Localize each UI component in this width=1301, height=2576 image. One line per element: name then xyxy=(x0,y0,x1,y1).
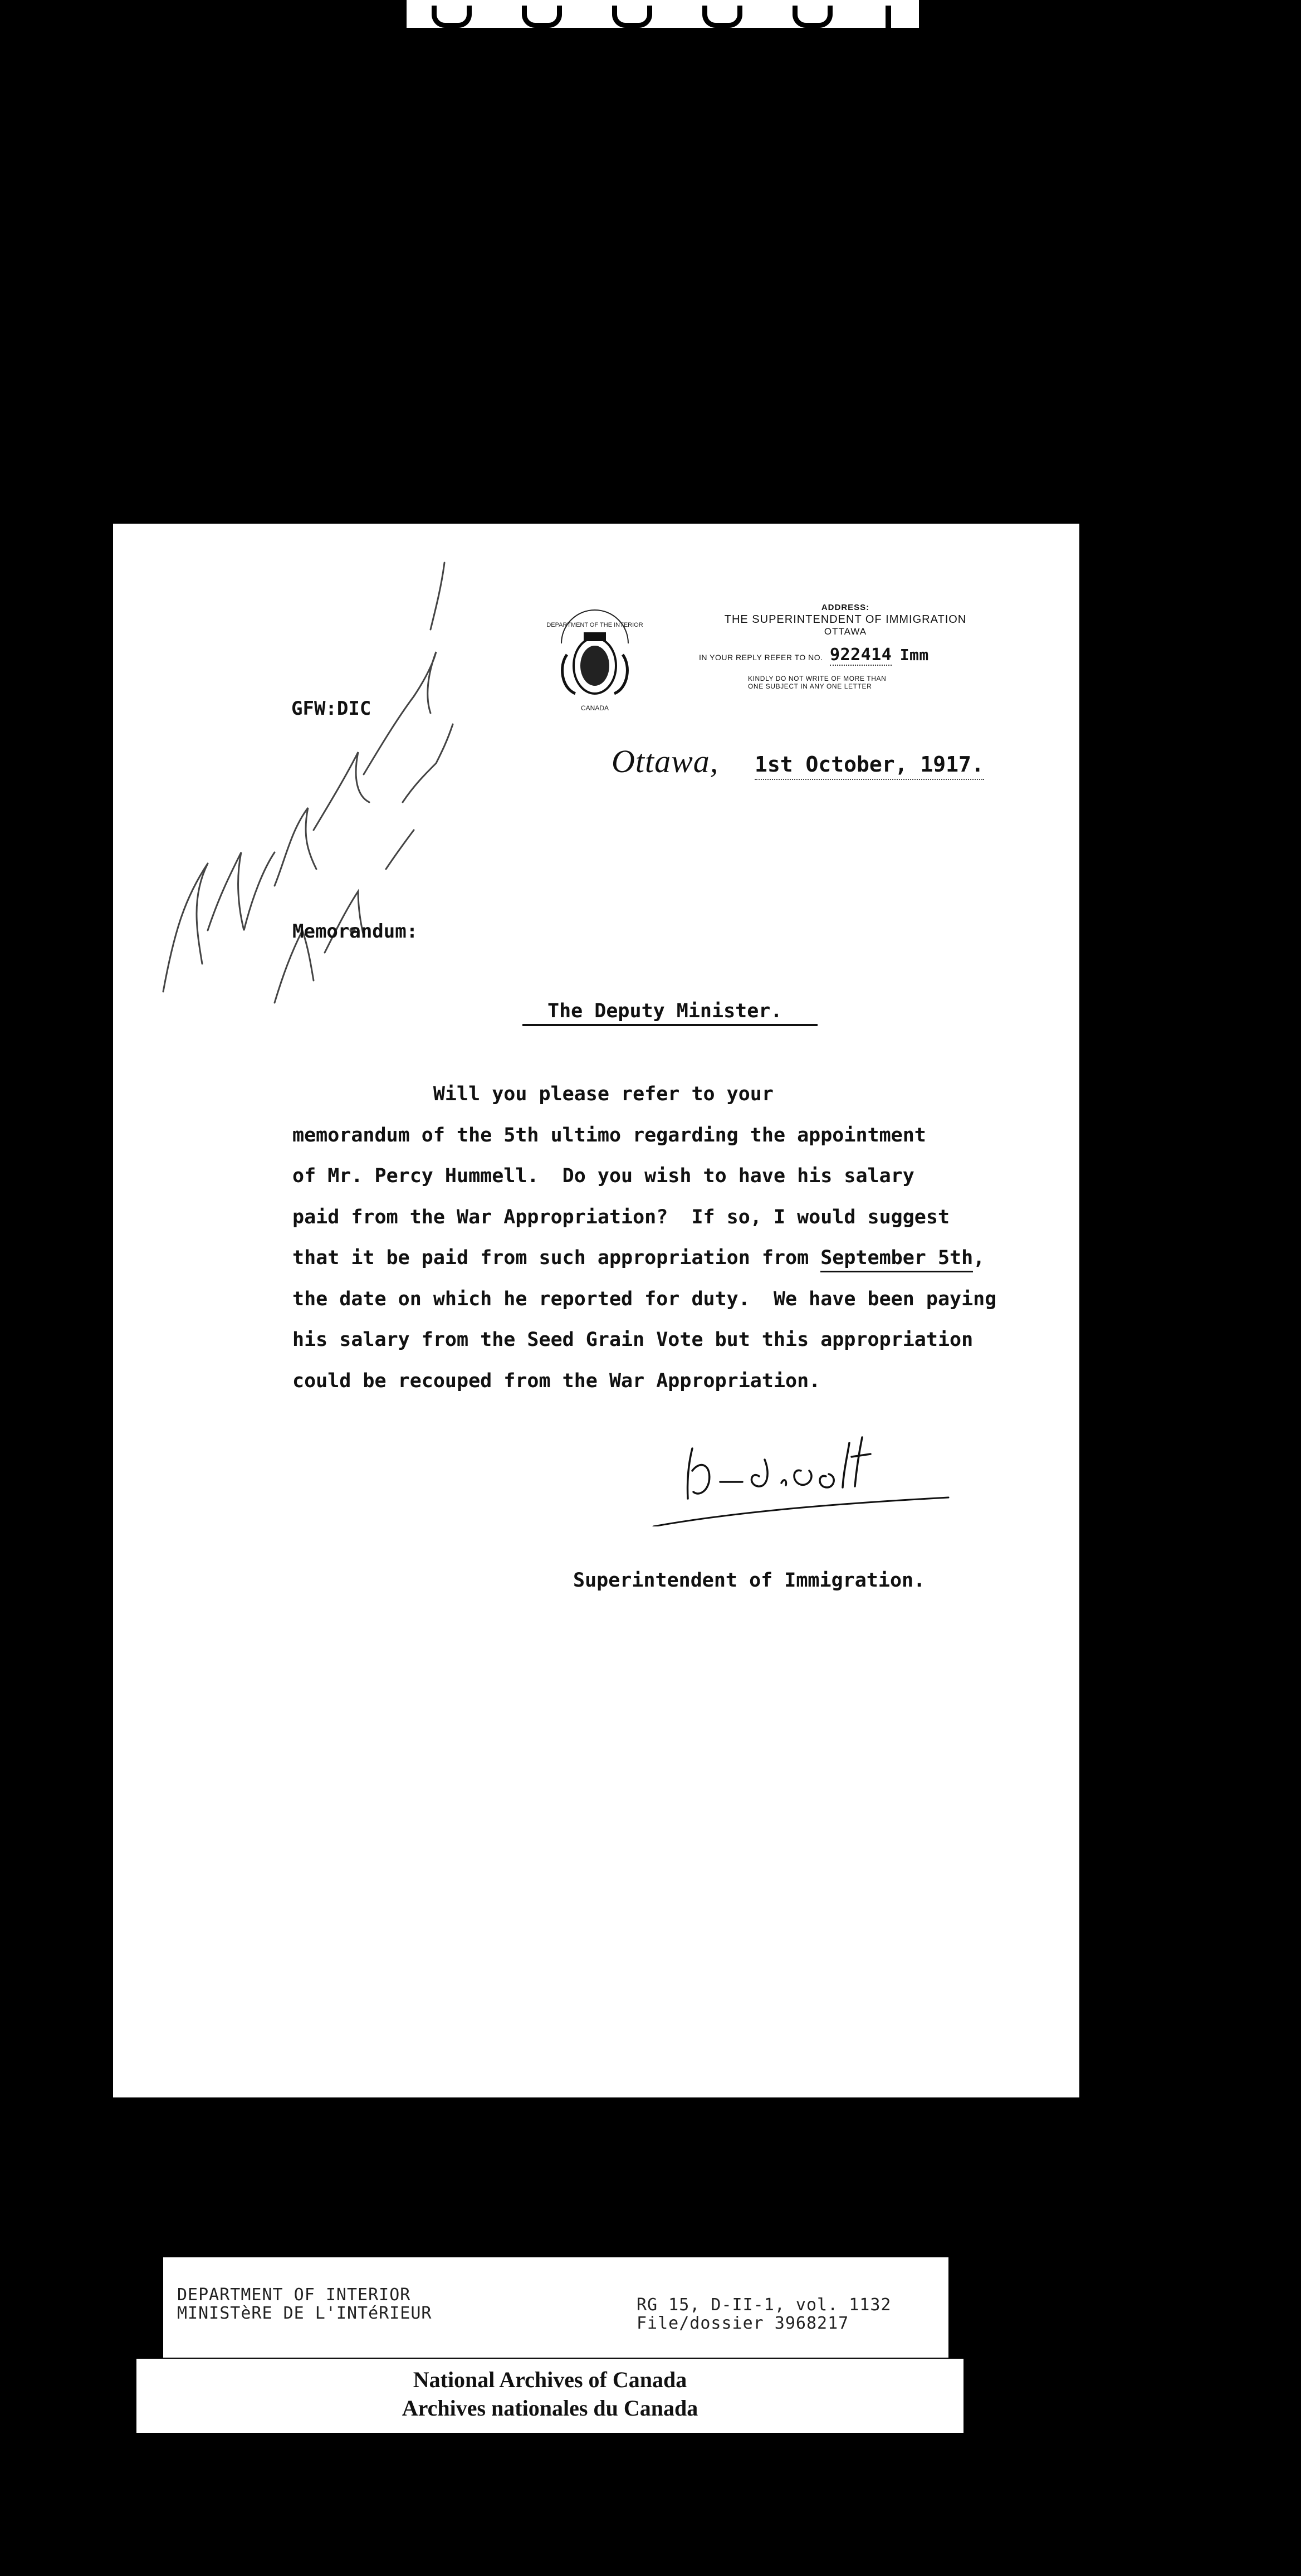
address-line-2: OTTAWA xyxy=(824,626,867,637)
department-name-fr: MINISTèRE DE L'INTéRIEUR xyxy=(177,2304,432,2323)
archives-name-fr: Archives nationales du Canada xyxy=(402,2396,698,2421)
address-label: ADDRESS: xyxy=(821,603,870,612)
department-crest-emblem xyxy=(545,604,645,716)
reply-reference xyxy=(687,645,1004,665)
frame-digit xyxy=(793,6,833,28)
reply-suffix: Imm xyxy=(899,646,929,664)
body-line: of Mr. Percy Hummell. Do you wish to have his salary xyxy=(292,1165,914,1187)
letter-page xyxy=(113,524,1079,2097)
body-line: the date on which he reported for duty. We have been paying xyxy=(292,1287,997,1310)
crest-text-top: DEPARTMENT OF THE INTERIOR xyxy=(546,622,643,628)
letter-date: 1st October, 1917. xyxy=(755,752,984,780)
handwritten-margin-note xyxy=(124,540,458,1019)
film-frame-number xyxy=(407,0,919,28)
addressee-underline xyxy=(522,1024,818,1026)
body-line-punct: , xyxy=(973,1247,985,1269)
body-line: memorandum of the 5th ultimo regarding the appointment xyxy=(292,1124,926,1146)
archives-name-en: National Archives of Canada xyxy=(413,2367,687,2392)
body-line: his salary from the Seed Grain Vote but this appropriation xyxy=(292,1329,974,1351)
record-group-reference: RG 15, D-II-1, vol. 1132 xyxy=(637,2295,892,2315)
addressee: The Deputy Minister. xyxy=(547,1000,782,1022)
letter-body xyxy=(292,1074,1083,1402)
signature-title: Superintendent of Immigration. xyxy=(573,1569,926,1592)
body-line-text: that it be paid from such appropriation from xyxy=(292,1247,821,1269)
archives-credit-label xyxy=(136,2359,963,2433)
handwritten-signature xyxy=(648,1415,960,1526)
body-line: could be recouped from the War Appropriation. xyxy=(292,1369,821,1392)
letterhead-address xyxy=(687,603,1004,690)
underlined-date: September 5th xyxy=(820,1247,974,1269)
crest-text-bottom: CANADA xyxy=(580,704,609,712)
body-line xyxy=(292,1238,1083,1279)
place-name: Ottawa, xyxy=(612,743,719,779)
frame-digit xyxy=(702,6,742,28)
department-name-en: DEPARTMENT OF INTERIOR xyxy=(177,2285,411,2305)
address-line-1: THE SUPERINTENDENT OF IMMIGRATION xyxy=(724,613,967,626)
reply-prefix: IN YOUR REPLY REFER TO NO. xyxy=(699,653,823,662)
body-line: paid from the War Appropriation? If so, I would suggest xyxy=(292,1206,950,1228)
frame-digit xyxy=(522,6,562,28)
memorandum-label: Memorandum: xyxy=(292,920,418,943)
archive-reference-label xyxy=(163,2257,948,2358)
frame-digit xyxy=(612,6,652,28)
instruction-line-2: ONE SUBJECT IN ANY ONE LETTER xyxy=(748,682,872,690)
body-line: Will you please refer to your xyxy=(292,1083,774,1105)
frame-digit xyxy=(432,6,472,28)
reference-initials: GFW:DIC xyxy=(291,697,371,720)
instruction-line-1: KINDLY DO NOT WRITE OF MORE THAN xyxy=(748,675,887,682)
file-reference: File/dossier 3968217 xyxy=(637,2314,849,2333)
frame-digit xyxy=(883,6,894,28)
reply-number: 922414 xyxy=(829,645,892,665)
